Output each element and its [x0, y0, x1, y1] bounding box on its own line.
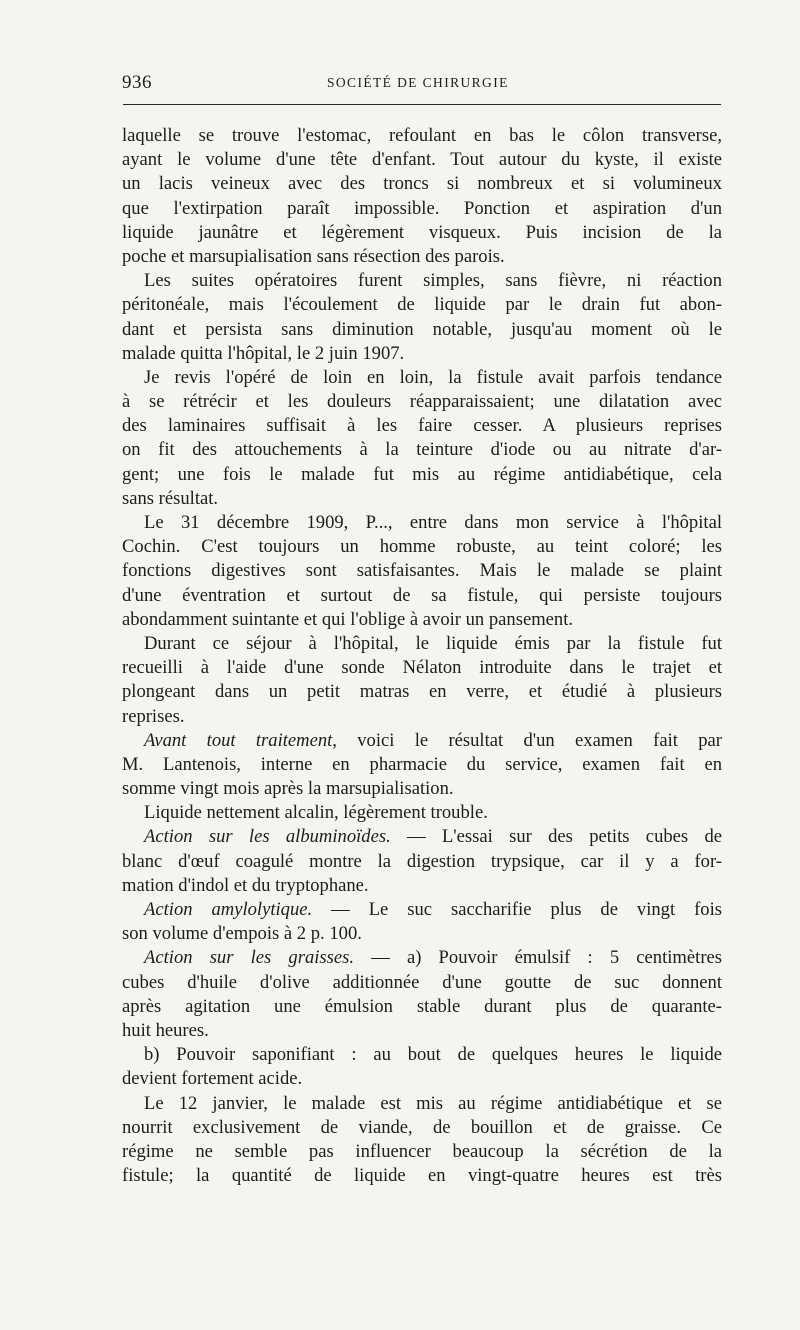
text-run: malade quitta l'hôpital, le 2 juin 1907. — [122, 342, 405, 364]
text-run: que l'extirpation paraît impossible. Ponction et aspiration d'un — [122, 197, 722, 219]
italic-run: Avant tout traitement, — [144, 729, 337, 751]
text-line — [122, 366, 722, 390]
text-run: un lacis veineux avec des troncs si nombreux et si volumineux — [122, 173, 722, 195]
text-line — [122, 1043, 722, 1067]
text-run: plongeant dans un petit matras en verre, et étudié à plusieurs — [122, 681, 722, 703]
text-run: sans résultat. — [122, 487, 219, 509]
header-rule — [123, 104, 721, 105]
text-line — [122, 172, 722, 196]
text-run: on fit des attouchements à la teinture d'iode ou au nitrate d'ar- — [122, 439, 722, 461]
page-number: 936 — [122, 72, 152, 93]
text-line — [122, 656, 722, 680]
text-run: cubes d'huile d'olive additionnée d'une goutte de suc donnent — [122, 971, 722, 993]
text-run: nourrit exclusivement de viande, de bouillon et de graisse. Ce — [122, 1116, 722, 1138]
text-run: Le 12 janvier, le malade est mis au régime antidiabétique et se — [144, 1092, 722, 1114]
text-line — [122, 850, 722, 874]
text-run: après agitation une émulsion stable durant plus de quarante- — [122, 995, 722, 1017]
text-run: abondamment suintante et qui l'oblige à avoir un pansement. — [122, 608, 574, 630]
text-line — [122, 971, 722, 995]
text-line — [122, 148, 722, 172]
text-run: voici le résultat d'un examen fait par — [336, 729, 722, 751]
text-run: poche et marsupialisation sans résection des parois. — [122, 245, 505, 267]
text-run: d'une éventration et surtout de sa fistule, qui persiste toujours — [122, 584, 722, 606]
text-line — [122, 1140, 722, 1164]
body-text — [122, 124, 722, 1188]
text-line — [122, 922, 722, 946]
text-line — [122, 487, 722, 511]
text-line — [122, 946, 722, 970]
text-line — [122, 753, 722, 777]
text-run: Le 31 décembre 1909, P..., entre dans mon service à l'hôpital — [144, 512, 722, 533]
text-line — [122, 559, 722, 583]
text-run: Les suites opératoires furent simples, sans fièvre, ni réaction — [144, 270, 722, 292]
text-line — [122, 1116, 722, 1140]
text-line — [122, 463, 722, 487]
text-run: — Le suc saccharifie plus de vingt fois — [312, 899, 722, 920]
text-run: Liquide nettement alcalin, légèrement trouble. — [144, 802, 488, 824]
text-line — [122, 995, 722, 1019]
text-run: b) Pouvoir saponifiant : au bout de quelques heures le liquide — [144, 1044, 722, 1066]
text-run: recueilli à l'aide d'une sonde Nélaton introduite dans le trajet et — [122, 657, 722, 679]
text-run: laquelle se trouve l'estomac, refoulant en bas le côlon transverse, — [122, 125, 722, 146]
text-line — [122, 1019, 722, 1043]
text-run: dant et persista sans diminution notable, jusqu'au moment où le — [122, 318, 722, 340]
text-run: Cochin. C'est toujours un homme robuste, au teint coloré; les — [122, 536, 722, 558]
text-line — [122, 535, 722, 559]
text-line — [122, 269, 722, 293]
running-head: SOCIÉTÉ DE CHIRURGIE — [327, 75, 509, 90]
text-run: Durant ce séjour à l'hôpital, le liquide émis par la fistule fut — [144, 632, 722, 654]
text-run: — L'essai sur des petits cubes de — [390, 826, 723, 848]
text-line — [122, 1092, 722, 1116]
text-line — [122, 1067, 722, 1091]
text-line — [122, 124, 722, 148]
text-run: Je revis l'opéré de loin en loin, la fistule avait parfois tendance — [144, 366, 722, 388]
text-run: des laminaires suffisait à les faire cesser. A plusieurs reprises — [122, 415, 722, 437]
text-run: à se rétrécir et les douleurs réapparaissaient; une dilatation avec — [122, 391, 722, 413]
text-line — [122, 438, 722, 462]
text-line — [122, 608, 722, 632]
text-run: somme vingt mois après la marsupialisation. — [122, 778, 454, 800]
text-line — [122, 221, 722, 245]
text-run: son volume d'empois à 2 p. 100. — [122, 923, 362, 945]
text-line — [122, 197, 722, 221]
text-run: liquide jaunâtre et légèrement visqueux. Puis incision de la — [122, 221, 722, 243]
italic-run: Action sur les albuminoïdes. — [144, 826, 391, 848]
italic-run: Action sur les graisses. — [144, 947, 355, 969]
text-run: blanc d'œuf coagulé montre la digestion trypsique, car il y a for- — [122, 850, 722, 872]
text-run: fonctions digestives sont satisfaisantes. Mais le malade se plaint — [122, 560, 722, 582]
text-run: — a) Pouvoir émulsif : 5 centimètres — [354, 947, 722, 969]
text-line — [122, 245, 722, 269]
text-line — [122, 584, 722, 608]
text-line — [122, 874, 722, 898]
text-line — [122, 801, 722, 825]
text-run: M. Lantenois, interne en pharmacie du service, examen fait en — [122, 753, 722, 775]
text-line — [122, 414, 722, 438]
text-run: régime ne semble pas influencer beaucoup la sécrétion de la — [122, 1140, 722, 1162]
text-line — [122, 632, 722, 656]
text-line — [122, 1164, 722, 1188]
text-line — [122, 705, 722, 729]
text-run: mation d'indol et du tryptophane. — [122, 874, 369, 896]
text-run: péritonéale, mais l'écoulement de liquide par le drain fut abon- — [122, 294, 722, 316]
text-run: reprises. — [122, 705, 185, 727]
text-line — [122, 680, 722, 704]
text-run: fistule; la quantité de liquide en vingt-quatre heures est très — [122, 1165, 722, 1187]
text-line — [122, 777, 722, 801]
italic-run: Action amylolytique. — [144, 899, 313, 920]
text-line — [122, 825, 722, 849]
text-run: huit heures. — [122, 1019, 209, 1041]
text-line — [122, 318, 722, 342]
text-run: devient fortement acide. — [122, 1068, 303, 1090]
text-line — [122, 342, 722, 366]
page-header — [122, 72, 722, 94]
text-run: gent; une fois le malade fut mis au régime antidiabétique, cela — [122, 463, 722, 485]
text-line — [122, 390, 722, 414]
text-line — [122, 293, 722, 317]
text-line — [122, 729, 722, 753]
text-line — [122, 511, 722, 535]
text-run: ayant le volume d'une tête d'enfant. Tout autour du kyste, il existe — [122, 149, 722, 171]
text-line — [122, 898, 722, 922]
